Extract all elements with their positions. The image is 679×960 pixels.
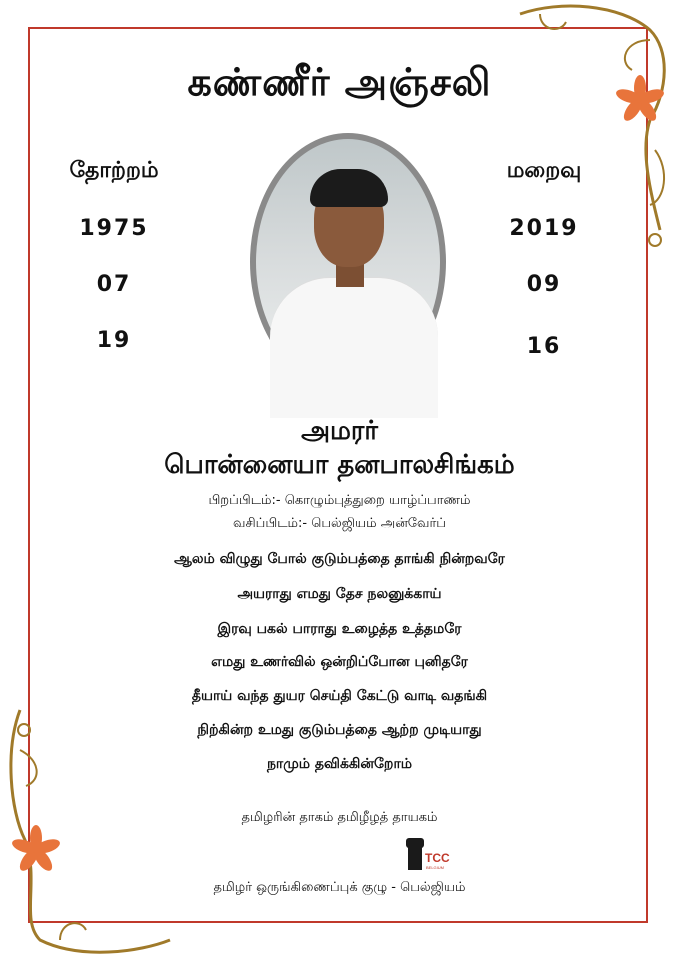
portrait-photo: [250, 133, 446, 391]
verse-line: தீயாய் வந்த துயர செய்தி கேட்டு வாடி வதங்கி: [191, 688, 488, 704]
birth-month: 07: [96, 272, 132, 297]
verse-line: ஆலம் விழுது போல் குடும்பத்தை தாங்கி நின்றவரே: [174, 551, 505, 567]
deceased-name: பொன்னையா தனபாலசிங்கம்: [164, 450, 515, 480]
verse-line: அயராது எமது தேச நலனுக்காய்: [237, 586, 442, 602]
svg-text:TCC: TCC: [425, 851, 450, 865]
birth-label: தோற்றம்: [69, 158, 159, 183]
death-month: 09: [526, 272, 562, 297]
tcc-fist-logo: [404, 836, 450, 876]
verse-line: எமது உணர்வில் ஒன்றிப்போன புனிதரே: [211, 654, 468, 670]
verse-line: நிற்கின்ற உமது குடும்பத்தை ஆற்ற முடியாது: [197, 722, 482, 738]
birth-day: 19: [96, 328, 132, 353]
residence: வசிப்பிடம்:- பெல்ஜியம் அன்வேர்ப்: [233, 516, 446, 531]
verse-line: நாமும் தவிக்கின்றோம்: [266, 756, 413, 772]
svg-text:BELGIUM: BELGIUM: [426, 865, 445, 870]
birth-year: 1975: [79, 216, 149, 241]
motto: தமிழரின் தாகம் தமிழீழத் தாயகம்: [241, 810, 438, 825]
page-title: கண்ணீர் அஞ்சலி: [187, 60, 492, 104]
name-prefix: அமரர்: [301, 416, 378, 446]
death-label: மறைவு: [506, 158, 582, 183]
footer-organization: தமிழர் ஒருங்கிணைப்புக் குழு - பெல்ஜியம்: [213, 880, 466, 895]
death-year: 2019: [509, 216, 579, 241]
death-day: 16: [526, 334, 562, 359]
birthplace: பிறப்பிடம்:- கொழும்புத்துறை யாழ்ப்பாணம்: [208, 493, 471, 508]
floral-corner-top-right: [500, 0, 679, 300]
verse-line: இரவு பகல் பாராது உழைத்த உத்தமரே: [217, 621, 462, 637]
